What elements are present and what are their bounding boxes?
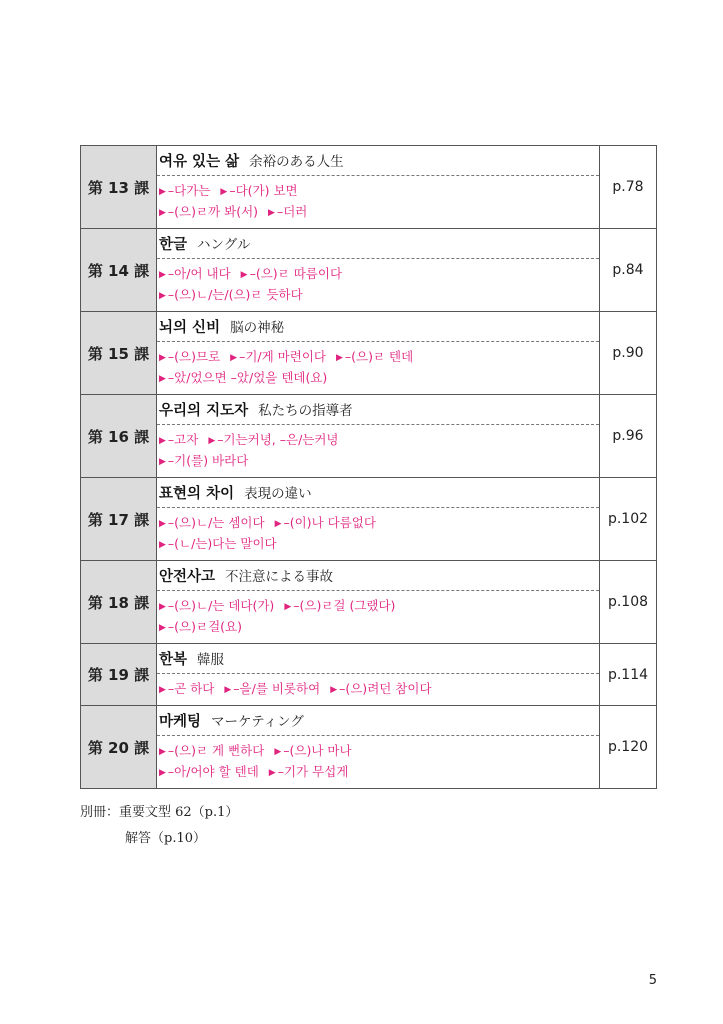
grammar-item — [284, 598, 395, 613]
page-number: 5 — [648, 973, 657, 988]
grammar-pattern: –기(를) 바라다 — [167, 453, 249, 468]
lesson-title-japanese: 韓服 — [197, 652, 225, 668]
triangle-bullet-icon: ▶ — [159, 291, 166, 301]
lesson-title-japanese: ハングル — [197, 237, 251, 253]
triangle-bullet-icon: ▶ — [159, 747, 166, 757]
lesson-title-korean: 여유 있는 삶 — [159, 154, 240, 170]
grammar-item — [159, 204, 258, 219]
triangle-bullet-icon: ▶ — [240, 270, 248, 280]
triangle-bullet-icon: ▶ — [284, 602, 292, 612]
grammar-list — [157, 342, 599, 394]
grammar-pattern: –(으)ㄹ걸(요) — [167, 619, 242, 634]
grammar-item — [159, 287, 303, 302]
grammar-pattern: –(ㄴ/는)다는 말이다 — [167, 536, 277, 551]
lesson-title-korean: 표현의 차이 — [159, 486, 235, 502]
grammar-pattern: –더러 — [276, 204, 308, 219]
triangle-bullet-icon: ▶ — [230, 353, 238, 363]
grammar-item — [159, 619, 242, 634]
lesson-number: 第 16 課 — [81, 395, 157, 478]
lesson-content — [157, 706, 600, 789]
grammar-item — [159, 598, 274, 613]
lesson-title — [157, 312, 599, 342]
triangle-bullet-icon: ▶ — [330, 685, 338, 695]
grammar-line — [159, 513, 599, 534]
grammar-pattern: –(으)ㄹ걸 (그랬다) — [293, 598, 396, 613]
grammar-item — [159, 536, 277, 551]
grammar-item — [330, 681, 431, 696]
grammar-pattern: –(으)ㄹ 게 뻔하다 — [167, 743, 265, 758]
lesson-number: 第 14 課 — [81, 229, 157, 312]
triangle-bullet-icon: ▶ — [159, 353, 166, 363]
lesson-content — [157, 478, 600, 561]
grammar-list — [157, 425, 599, 477]
grammar-item — [230, 349, 326, 364]
grammar-pattern: –다가는 — [167, 183, 211, 198]
lesson-title-korean: 한복 — [159, 652, 188, 668]
grammar-item — [159, 743, 264, 758]
grammar-item — [159, 370, 327, 385]
grammar-line — [159, 534, 599, 555]
lesson-content — [157, 146, 600, 229]
grammar-list — [157, 674, 599, 705]
grammar-pattern: –(으)려던 참이다 — [339, 681, 432, 696]
lesson-title-korean: 한글 — [159, 237, 188, 253]
page-reference: p.84 — [600, 229, 657, 312]
lesson-row — [81, 229, 657, 312]
grammar-pattern: –기/게 마련이다 — [239, 349, 326, 364]
lesson-table — [80, 145, 657, 789]
grammar-line — [159, 741, 599, 762]
grammar-line — [159, 181, 599, 202]
lesson-title-korean: 안전사고 — [159, 569, 216, 585]
grammar-list — [157, 259, 599, 311]
lesson-title-korean: 뇌의 신비 — [159, 320, 221, 336]
grammar-pattern: –(이)나 다름없다 — [283, 515, 376, 530]
grammar-item — [336, 349, 413, 364]
grammar-item — [159, 453, 248, 468]
lesson-title-korean: 마케팅 — [159, 714, 202, 730]
grammar-line — [159, 596, 599, 617]
triangle-bullet-icon: ▶ — [159, 602, 166, 612]
grammar-list — [157, 736, 599, 788]
triangle-bullet-icon: ▶ — [159, 436, 166, 446]
page-reference: p.108 — [600, 561, 657, 644]
grammar-item — [224, 681, 320, 696]
supplement-line: 別冊：重要文型 62（p.1） — [80, 805, 239, 820]
grammar-line — [159, 202, 599, 223]
lesson-number: 第 15 課 — [81, 312, 157, 395]
lesson-content — [157, 395, 600, 478]
lesson-row — [81, 312, 657, 395]
lesson-title-japanese: 表現の違い — [244, 486, 312, 502]
triangle-bullet-icon: ▶ — [159, 519, 166, 529]
lesson-row — [81, 478, 657, 561]
lesson-title — [157, 706, 599, 736]
lesson-content — [157, 229, 600, 312]
triangle-bullet-icon: ▶ — [159, 187, 166, 197]
grammar-line — [159, 679, 599, 700]
lesson-number: 第 17 課 — [81, 478, 157, 561]
grammar-item — [159, 266, 231, 281]
grammar-pattern: –곤 하다 — [167, 681, 215, 696]
lesson-title — [157, 395, 599, 425]
lesson-content — [157, 561, 600, 644]
grammar-item — [159, 349, 220, 364]
lesson-title-japanese: 余裕のある人生 — [249, 154, 344, 170]
triangle-bullet-icon: ▶ — [159, 457, 166, 467]
triangle-bullet-icon: ▶ — [274, 519, 282, 529]
lesson-title — [157, 561, 599, 591]
grammar-line — [159, 430, 599, 451]
grammar-line — [159, 347, 599, 368]
triangle-bullet-icon: ▶ — [159, 270, 166, 280]
grammar-pattern: –기는커녕, –은/는커녕 — [217, 432, 339, 447]
grammar-line — [159, 264, 599, 285]
grammar-pattern: –(으)ㄹ 따름이다 — [249, 266, 343, 281]
lesson-number: 第 20 課 — [81, 706, 157, 789]
page-reference: p.90 — [600, 312, 657, 395]
grammar-item — [275, 515, 376, 530]
grammar-line — [159, 451, 599, 472]
lesson-title — [157, 478, 599, 508]
grammar-item — [208, 432, 338, 447]
lesson-row — [81, 146, 657, 229]
grammar-pattern: –(으)ㄴ/는 셈이다 — [167, 515, 265, 530]
triangle-bullet-icon: ▶ — [335, 353, 343, 363]
lesson-title — [157, 146, 599, 176]
lesson-title — [157, 229, 599, 259]
page-reference: p.102 — [600, 478, 657, 561]
answers-line: 解答（p.10） — [125, 831, 206, 846]
grammar-item — [159, 681, 214, 696]
lesson-title — [157, 644, 599, 674]
lesson-content — [157, 644, 600, 706]
grammar-pattern: –(으)므로 — [167, 349, 221, 364]
triangle-bullet-icon: ▶ — [159, 685, 166, 695]
lesson-title-korean: 우리의 지도자 — [159, 403, 249, 419]
grammar-list — [157, 176, 599, 228]
lesson-content — [157, 312, 600, 395]
lesson-row — [81, 706, 657, 789]
page-reference: p.120 — [600, 706, 657, 789]
triangle-bullet-icon: ▶ — [220, 187, 228, 197]
grammar-pattern: –(으)나 마나 — [283, 743, 352, 758]
grammar-pattern: –(으)ㄹ까 봐(서) — [167, 204, 259, 219]
grammar-pattern: –았/었으면 –았/었을 텐데(요) — [167, 370, 328, 385]
triangle-bullet-icon: ▶ — [159, 540, 166, 550]
grammar-item — [241, 266, 342, 281]
grammar-item — [268, 204, 307, 219]
grammar-pattern: –기가 무섭게 — [277, 764, 349, 779]
supplement-note — [80, 800, 238, 852]
grammar-item — [159, 764, 259, 779]
triangle-bullet-icon: ▶ — [159, 768, 166, 778]
triangle-bullet-icon: ▶ — [268, 208, 275, 218]
grammar-pattern: –(으)ㄹ 텐데 — [344, 349, 414, 364]
lesson-number: 第 19 課 — [81, 644, 157, 706]
page-reference: p.96 — [600, 395, 657, 478]
page-reference: p.114 — [600, 644, 657, 706]
grammar-list — [157, 591, 599, 643]
lesson-row — [81, 644, 657, 706]
grammar-pattern: –아/어 내다 — [167, 266, 231, 281]
grammar-item — [159, 515, 265, 530]
grammar-pattern: –아/어야 할 텐데 — [167, 764, 259, 779]
triangle-bullet-icon: ▶ — [274, 747, 282, 757]
grammar-pattern: –다(가) 보면 — [229, 183, 298, 198]
grammar-line — [159, 285, 599, 306]
grammar-pattern: –(으)ㄴ/는 데다(가) — [167, 598, 275, 613]
lesson-row — [81, 561, 657, 644]
grammar-item — [159, 183, 210, 198]
triangle-bullet-icon: ▶ — [159, 374, 166, 384]
lesson-number: 第 13 課 — [81, 146, 157, 229]
lesson-row — [81, 395, 657, 478]
lesson-title-japanese: マーケティング — [211, 714, 304, 730]
grammar-pattern: –을/를 비롯하여 — [233, 681, 321, 696]
grammar-line — [159, 617, 599, 638]
page-reference: p.78 — [600, 146, 657, 229]
triangle-bullet-icon: ▶ — [208, 436, 216, 446]
grammar-item — [274, 743, 351, 758]
grammar-line — [159, 368, 599, 389]
grammar-pattern: –(으)ㄴ/는/(으)ㄹ 듯하다 — [167, 287, 303, 302]
grammar-pattern: –고자 — [167, 432, 199, 447]
lesson-number: 第 18 課 — [81, 561, 157, 644]
lesson-title-japanese: 不注意による事故 — [225, 569, 334, 585]
grammar-item — [220, 183, 297, 198]
lesson-title-japanese: 脳の神秘 — [230, 320, 285, 336]
grammar-item — [159, 432, 198, 447]
triangle-bullet-icon: ▶ — [159, 208, 166, 218]
grammar-list — [157, 508, 599, 560]
triangle-bullet-icon: ▶ — [159, 623, 166, 633]
triangle-bullet-icon: ▶ — [268, 768, 276, 778]
grammar-item — [269, 764, 349, 779]
grammar-line — [159, 762, 599, 783]
triangle-bullet-icon: ▶ — [224, 685, 232, 695]
lesson-title-japanese: 私たちの指導者 — [258, 403, 353, 419]
